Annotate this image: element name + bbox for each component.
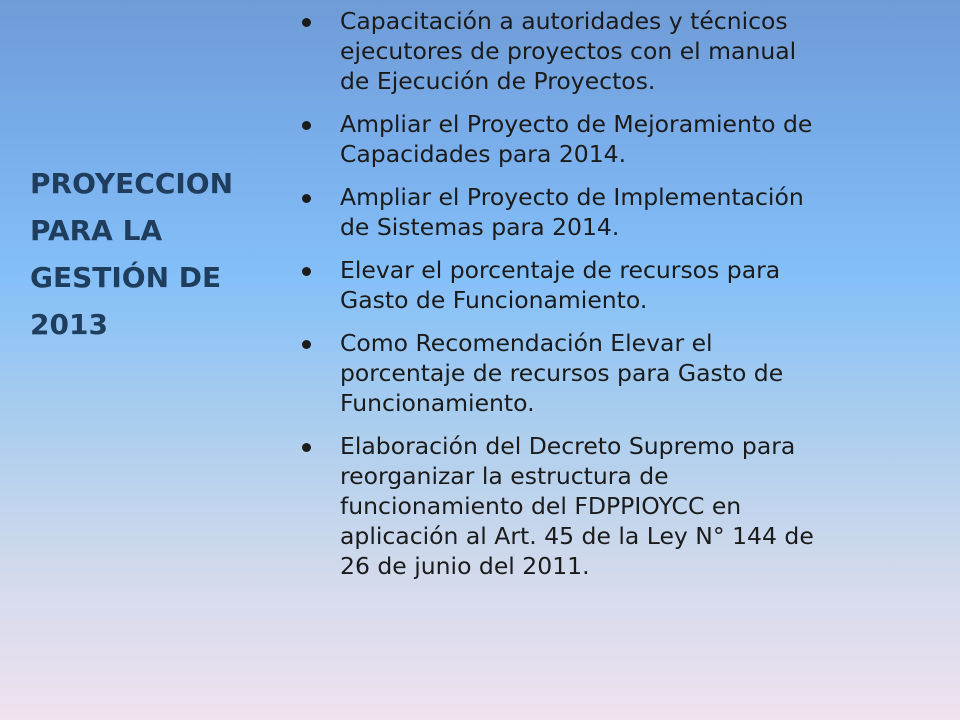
slide-title xyxy=(30,160,270,348)
bullet-line: Ampliar el Proyecto de Implementación xyxy=(340,183,804,211)
bullet-line: Funcionamiento. xyxy=(340,389,535,417)
bullet-dot-icon xyxy=(302,340,311,349)
bullet-line: funcionamiento del FDPPIOYCC en xyxy=(340,492,742,520)
bullet-item xyxy=(300,431,950,581)
bullet-item xyxy=(300,328,950,418)
bullet-list xyxy=(300,6,950,594)
bullet-line: ejecutores de proyectos con el manual xyxy=(340,37,797,65)
bullet-line: aplicación al Art. 45 de la Ley N° 144 de xyxy=(340,522,814,550)
bullet-dot-icon xyxy=(302,194,311,203)
bullet-line: Como Recomendación Elevar el xyxy=(340,329,713,357)
bullet-line: reorganizar la estructura de xyxy=(340,462,669,490)
bullet-dot-icon xyxy=(302,267,311,276)
bullet-item xyxy=(300,109,950,169)
bullet-line: Elevar el porcentaje de recursos para xyxy=(340,256,781,284)
bullet-item xyxy=(300,255,950,315)
bullet-line: de Sistemas para 2014. xyxy=(340,213,620,241)
bullet-line: 26 de junio del 2011. xyxy=(340,552,590,580)
bullet-line: Ampliar el Proyecto de Mejoramiento de xyxy=(340,110,813,138)
bullet-item xyxy=(300,6,950,96)
bullet-line: Elaboración del Decreto Supremo para xyxy=(340,432,796,460)
slide-title-line: PROYECCION xyxy=(30,167,234,200)
bullet-item xyxy=(300,182,950,242)
bullet-dot-icon xyxy=(302,121,311,130)
slide-title-line: 2013 xyxy=(30,308,108,341)
slide-title-line: GESTIÓN DE xyxy=(30,261,222,294)
bullet-line: porcentaje de recursos para Gasto de xyxy=(340,359,784,387)
bullet-line: Gasto de Funcionamiento. xyxy=(340,286,648,314)
bullet-dot-icon xyxy=(302,18,311,27)
bullet-line: Capacitación a autoridades y técnicos xyxy=(340,7,788,35)
bullet-line: de Ejecución de Proyectos. xyxy=(340,67,656,95)
slide-title-line: PARA LA xyxy=(30,214,163,247)
bullet-dot-icon xyxy=(302,443,311,452)
bullet-line: Capacidades para 2014. xyxy=(340,140,627,168)
